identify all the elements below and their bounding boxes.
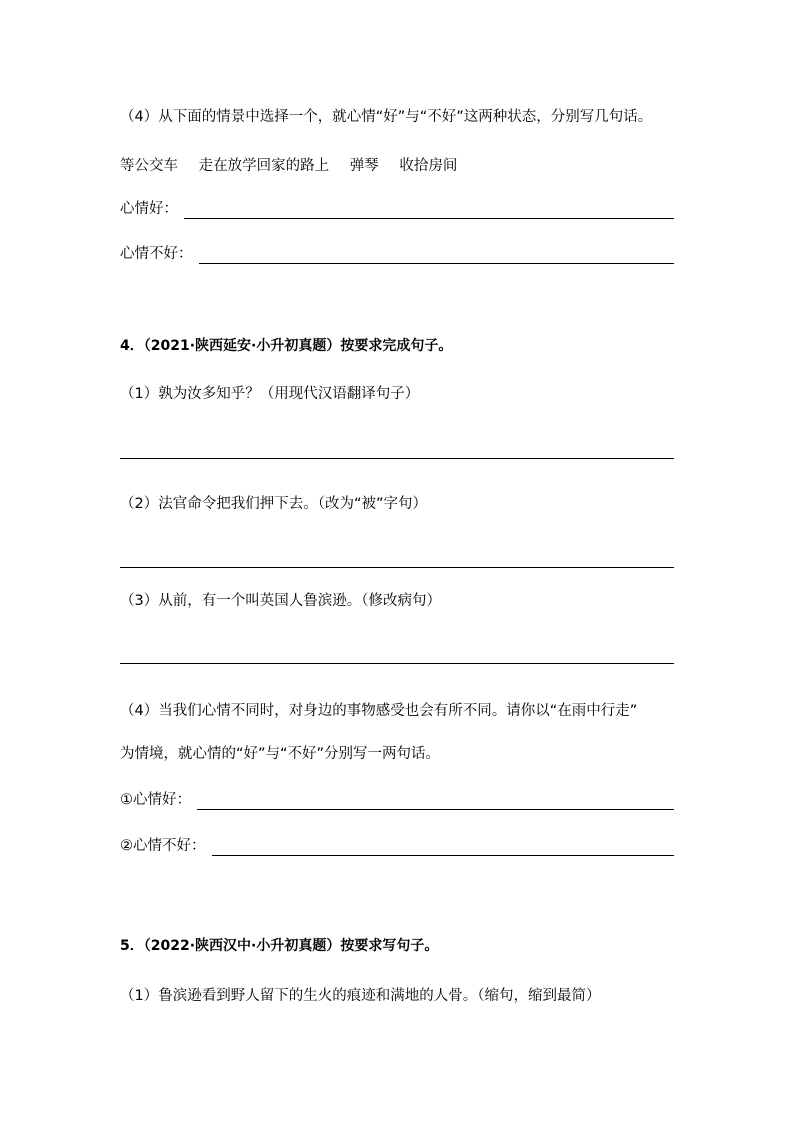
q4-part2-prompt: （2）法官命令把我们押下去。（改为“被”字句） <box>120 496 427 512</box>
q4-part3-answer-line[interactable] <box>120 663 674 664</box>
q4-part4-prompt-line2: 为情境，就心情的“好”与“不好”分别写一两句话。 <box>120 746 441 762</box>
q3-part4-options <box>120 156 473 176</box>
q4-part2-answer-line[interactable] <box>120 567 674 568</box>
q3-bad-mood-row <box>120 243 674 265</box>
q3-part4-prompt: （4）从下面的情景中选择一个，就心情“好”与“不好”这两种状态，分别写几句话。 <box>120 109 653 125</box>
q5-heading: 5．（2022·陕西汉中·小升初真题）按要求写句子。 <box>120 938 439 954</box>
q3-good-mood-answer-line[interactable] <box>184 217 674 219</box>
q4-good-mood-label: ①心情好： <box>120 792 191 808</box>
option-bus: 等公交车 <box>120 158 178 174</box>
q4-bad-mood-row <box>120 835 674 857</box>
q5-part1-prompt: （1）鲁滨逊看到野人留下的生火的痕迹和满地的人骨。（缩句，缩到最简） <box>120 988 601 1004</box>
option-walk-home: 走在放学回家的路上 <box>198 158 330 174</box>
q3-good-mood-row <box>120 198 674 220</box>
q3-bad-mood-label: 心情不好： <box>120 246 193 262</box>
q3-good-mood-label: 心情好： <box>120 201 178 217</box>
q4-bad-mood-answer-line[interactable] <box>212 854 675 856</box>
q4-bad-mood-label: ②心情不好： <box>120 838 206 854</box>
q4-good-mood-answer-line[interactable] <box>197 808 674 810</box>
q4-heading: 4．（2021·陕西延安·小升初真题）按要求完成句子。 <box>120 338 453 354</box>
q4-part3-prompt: （3）从前，有一个叫英国人鲁滨逊。（修改病句） <box>120 593 441 609</box>
option-piano: 弹琴 <box>349 158 379 174</box>
q4-part1-prompt: （1）孰为汝多知乎？（用现代汉语翻译句子） <box>120 386 420 402</box>
option-tidy-room: 收拾房间 <box>399 158 458 174</box>
q3-bad-mood-answer-line[interactable] <box>199 262 675 264</box>
q4-part4-prompt-line1: （4）当我们心情不同时，对身边的事物感受也会有所不同。请你以“在雨中行走” <box>120 703 638 719</box>
q4-part1-answer-line[interactable] <box>120 458 674 459</box>
q4-good-mood-row <box>120 789 674 811</box>
